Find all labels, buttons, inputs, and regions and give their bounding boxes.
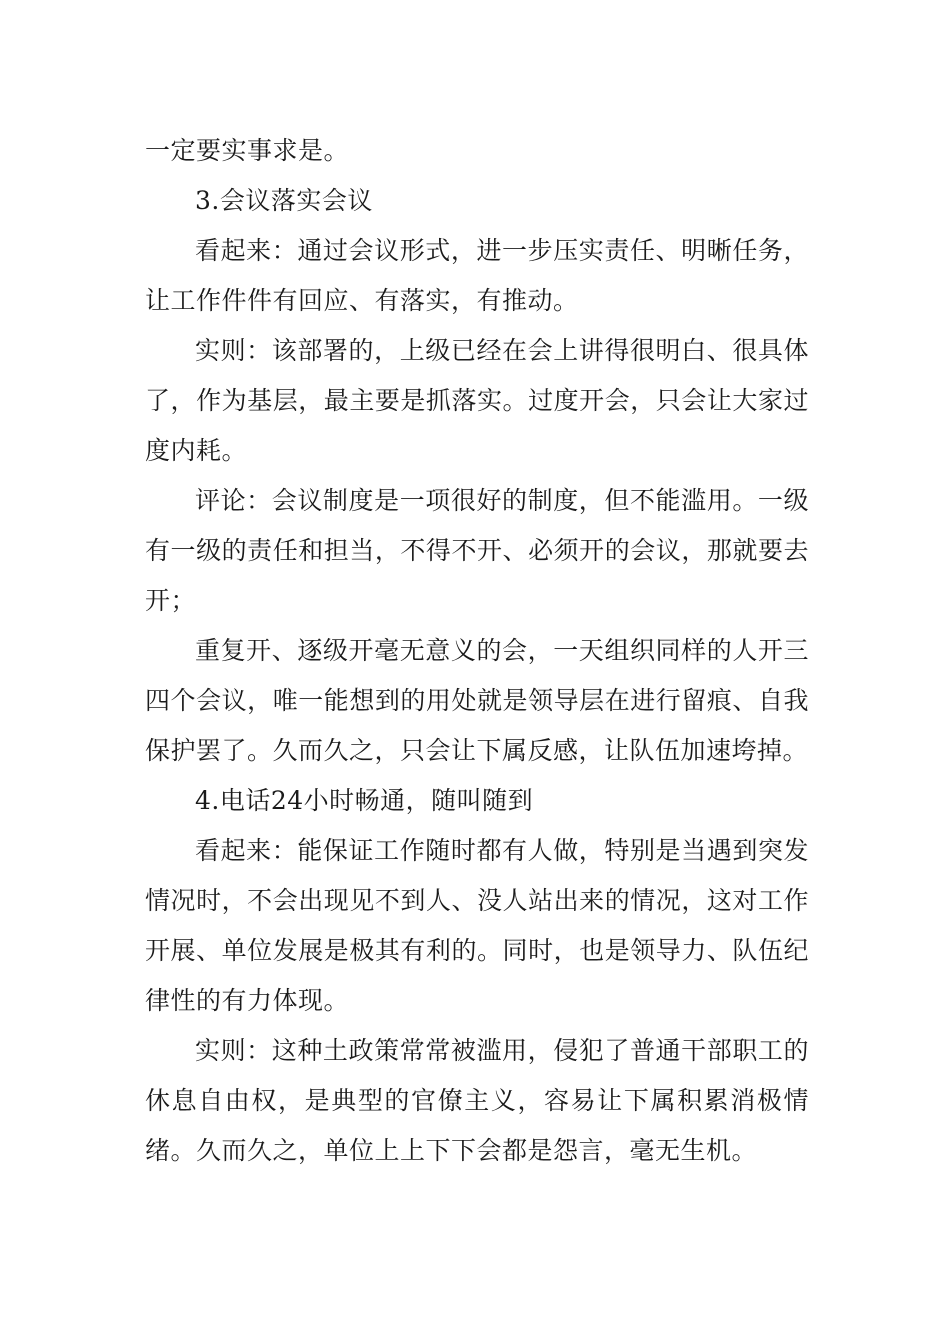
paragraph: 实则：该部署的，上级已经在会上讲得很明白、很具体了，作为基层，最主要是抓落实。过度开会，只会让大家过度内耗。 (145, 336, 809, 465)
section-heading: 4.电话24小时畅通，随叫随到 (195, 786, 534, 815)
paragraph: 一定要实事求是。 (145, 136, 350, 165)
paragraph: 重复开、逐级开毫无意义的会，一天组织同样的人开三四个会议，唯一能想到的用处就是领导层在进行留痕、自我保护罢了。久而久之，只会让下属反感，让队伍加速垮掉。 (145, 636, 809, 765)
document-body (145, 126, 809, 1176)
paragraph: 看起来：能保证工作随时都有人做，特别是当遇到突发情况时，不会出现见不到人、没人站出来的情况，这对工作开展、单位发展是极其有利的。同时，也是领导力、队伍纪律性的有力体现。 (145, 836, 809, 1015)
section-heading: 3.会议落实会议 (195, 186, 373, 215)
paragraph: 评论：会议制度是一项很好的制度，但不能滥用。一级有一级的责任和担当，不得不开、必须开的会议，那就要去开； (145, 486, 809, 615)
paragraph: 看起来：通过会议形式，进一步压实责任、明晰任务，让工作件件有回应、有落实，有推动。 (145, 236, 809, 315)
paragraph: 实则：这种土政策常常被滥用，侵犯了普通干部职工的休息自由权，是典型的官僚主义，容易让下属积累消极情绪。久而久之，单位上上下下会都是怨言，毫无生机。 (145, 1036, 809, 1165)
